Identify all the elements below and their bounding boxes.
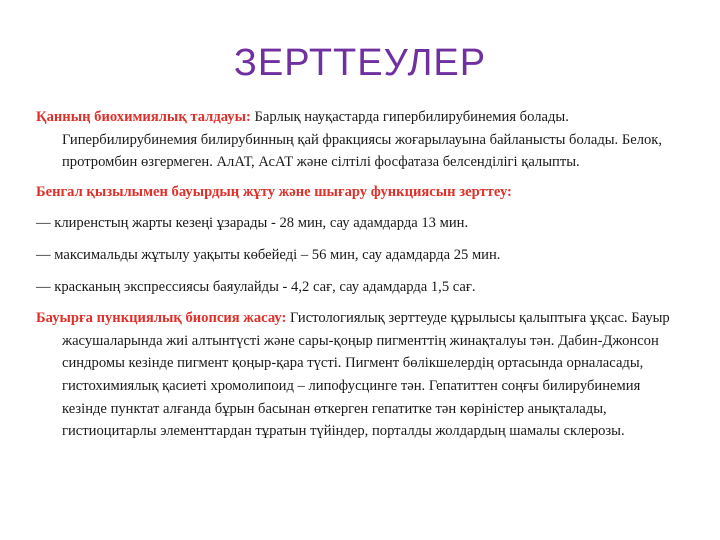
- bengal-heading-paragraph: [36, 181, 686, 204]
- biopsy-text: Гистологиялық зерттеуде құрылысы қалыптыға ұқсас. Бауыр жасушаларында жиі алтынтүсті және сары-қоңыр пигменттің жинақталуы тән. Дабин-Джонсон синдромы кезінде пигмент қоңыр-қара түсті. Пигмент бөлікшелердің ортасында орналасады, гистохимиялық қасиеті хромолипоид – липофусцинге тән. Гепатиттен соңғы билирубинемия кезінде пунктат алғанда бұрын басынан өткерген гепатитке тән көріністер анықталады, гистиоцитарлы элементтардан тұратын түйіндер, порталды жолдардың шамалы склерозы.: [62, 310, 670, 440]
- list-item: — клиренстың жарты кезеңі ұзарады - 28 мин, сау адамдарда 13 мин.: [36, 215, 469, 232]
- slide-title: ЗЕРТТЕУЛЕР: [233, 42, 487, 84]
- slide-body: [36, 106, 686, 450]
- biochem-text: Барлық науқастарда гипербилирубинемия болады. Гипербилирубинемия билирубинның қай фракциясы жоғарылауына байланысты болады. Белок, протромбин өзгермеген. АлАТ, АсАТ және сілтілі фосфатаза белсенділігі қалыпты.: [62, 109, 663, 171]
- list-item: — максимальды жұтылу уақыты көбейеді – 56 мин, сау адамдарда 25 мин.: [36, 246, 501, 263]
- biochem-heading: Қанның биохимиялық талдауы:: [36, 109, 251, 125]
- biochem-paragraph: [36, 106, 686, 174]
- biopsy-heading: Бауырға пункциялық биопсия жасау:: [36, 310, 287, 327]
- list-item: — красканың экспрессиясы баяулайды - 4,2 сағ, сау адамдарда 1,5 сағ.: [36, 278, 476, 295]
- bengal-heading: Бенгал қызылымен бауырдың жұту және шығару функциясын зерттеу:: [36, 183, 512, 200]
- biopsy-paragraph: [36, 307, 686, 443]
